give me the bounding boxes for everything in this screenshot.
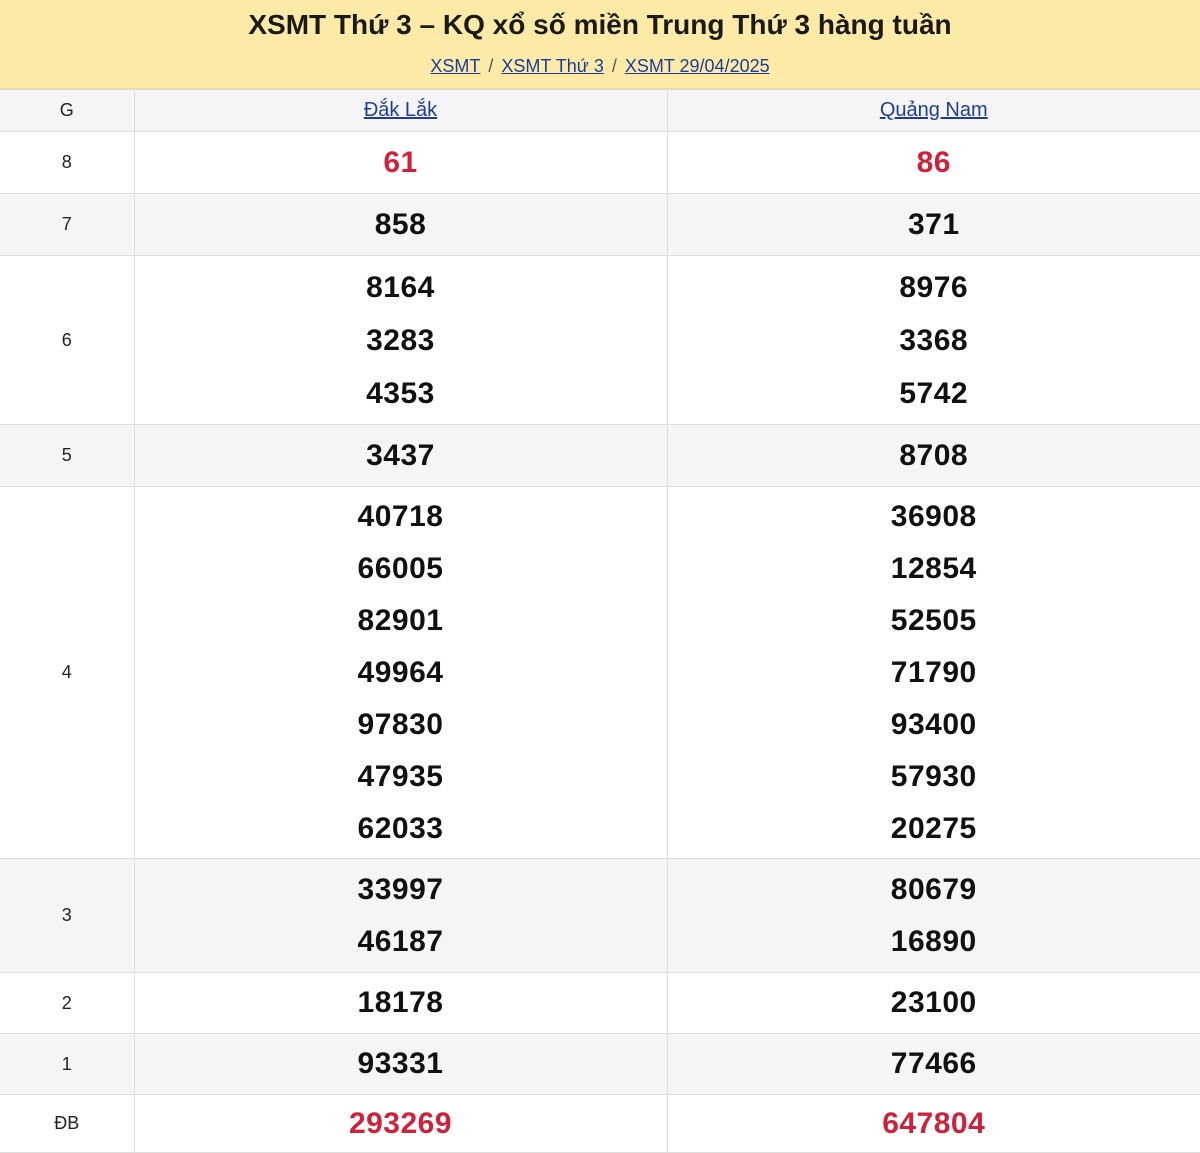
result-cell bbox=[667, 487, 1200, 859]
result-cell bbox=[667, 425, 1200, 487]
results-table bbox=[0, 89, 1200, 1153]
result-number: 66005 bbox=[135, 543, 667, 595]
result-number: 858 bbox=[135, 199, 667, 251]
prize-label: 8 bbox=[0, 132, 134, 194]
result-number: 93400 bbox=[668, 699, 1200, 751]
result-number: 52505 bbox=[668, 595, 1200, 647]
result-cell bbox=[667, 256, 1200, 425]
prize-row bbox=[0, 1034, 1200, 1095]
result-number: 8976 bbox=[668, 261, 1200, 314]
result-number: 93331 bbox=[135, 1038, 667, 1090]
breadcrumb-link-xsmt[interactable]: XSMT bbox=[430, 56, 480, 76]
result-number: 3437 bbox=[135, 430, 667, 482]
prize-label: 2 bbox=[0, 973, 134, 1034]
result-number: 80679 bbox=[668, 864, 1200, 916]
result-number: 12854 bbox=[668, 543, 1200, 595]
result-cell bbox=[134, 425, 667, 487]
result-cell bbox=[134, 973, 667, 1034]
breadcrumb-separator: / bbox=[488, 56, 493, 76]
result-cell bbox=[667, 1034, 1200, 1095]
result-cell bbox=[667, 859, 1200, 973]
prize-label: 1 bbox=[0, 1034, 134, 1095]
breadcrumb bbox=[0, 55, 1200, 77]
breadcrumb-separator: / bbox=[612, 56, 617, 76]
prize-label: 7 bbox=[0, 194, 134, 256]
result-cell bbox=[134, 1034, 667, 1095]
result-number: 16890 bbox=[668, 916, 1200, 968]
result-number: 62033 bbox=[135, 803, 667, 855]
result-number: 4353 bbox=[135, 367, 667, 420]
result-number: 5742 bbox=[668, 367, 1200, 420]
result-number: 47935 bbox=[135, 751, 667, 803]
result-number: 82901 bbox=[135, 595, 667, 647]
result-cell bbox=[667, 1095, 1200, 1153]
result-number: 8164 bbox=[135, 261, 667, 314]
prize-column-header: G bbox=[0, 90, 134, 132]
result-rows bbox=[0, 132, 1200, 1153]
result-number: 86 bbox=[668, 137, 1200, 189]
table-header-row bbox=[0, 90, 1200, 132]
prize-row bbox=[0, 487, 1200, 859]
prize-row bbox=[0, 194, 1200, 256]
page-header bbox=[0, 0, 1200, 89]
result-cell bbox=[134, 487, 667, 859]
prize-row bbox=[0, 256, 1200, 425]
result-number: 20275 bbox=[668, 803, 1200, 855]
result-number: 61 bbox=[135, 137, 667, 189]
result-number: 97830 bbox=[135, 699, 667, 751]
result-cell bbox=[134, 132, 667, 194]
province-link-dak-lak[interactable]: Đắk Lắk bbox=[364, 99, 437, 121]
prize-label: 3 bbox=[0, 859, 134, 973]
prize-label: 4 bbox=[0, 487, 134, 859]
breadcrumb-link-xsmt-thu-3[interactable]: XSMT Thứ 3 bbox=[501, 56, 603, 76]
prize-row bbox=[0, 973, 1200, 1034]
prize-row bbox=[0, 132, 1200, 194]
result-number: 71790 bbox=[668, 647, 1200, 699]
result-number: 647804 bbox=[668, 1098, 1200, 1150]
result-cell bbox=[134, 256, 667, 425]
province-link-quang-nam[interactable]: Quảng Nam bbox=[880, 99, 988, 121]
result-number: 3368 bbox=[668, 314, 1200, 367]
prize-label: 5 bbox=[0, 425, 134, 487]
result-cell bbox=[667, 194, 1200, 256]
result-number: 57930 bbox=[668, 751, 1200, 803]
prize-row bbox=[0, 859, 1200, 973]
result-number: 33997 bbox=[135, 864, 667, 916]
result-number: 371 bbox=[668, 199, 1200, 251]
result-cell bbox=[134, 194, 667, 256]
result-number: 293269 bbox=[135, 1098, 667, 1150]
result-number: 36908 bbox=[668, 491, 1200, 543]
result-cell bbox=[667, 973, 1200, 1034]
result-number: 8708 bbox=[668, 430, 1200, 482]
prize-row bbox=[0, 425, 1200, 487]
result-number: 23100 bbox=[668, 977, 1200, 1029]
result-cell bbox=[134, 859, 667, 973]
result-number: 40718 bbox=[135, 491, 667, 543]
result-number: 77466 bbox=[668, 1038, 1200, 1090]
prize-label: ĐB bbox=[0, 1095, 134, 1153]
result-number: 3283 bbox=[135, 314, 667, 367]
result-number: 46187 bbox=[135, 916, 667, 968]
page-title: XSMT Thứ 3 – KQ xổ số miền Trung Thứ 3 hàng tuần bbox=[0, 0, 1200, 42]
result-cell bbox=[134, 1095, 667, 1153]
province-header-quang-nam bbox=[667, 90, 1200, 132]
result-cell bbox=[667, 132, 1200, 194]
result-number: 18178 bbox=[135, 977, 667, 1029]
breadcrumb-link-xsmt-date[interactable]: XSMT 29/04/2025 bbox=[625, 56, 770, 76]
prize-label: 6 bbox=[0, 256, 134, 425]
province-header-dak-lak bbox=[134, 90, 667, 132]
prize-row bbox=[0, 1095, 1200, 1153]
result-number: 49964 bbox=[135, 647, 667, 699]
